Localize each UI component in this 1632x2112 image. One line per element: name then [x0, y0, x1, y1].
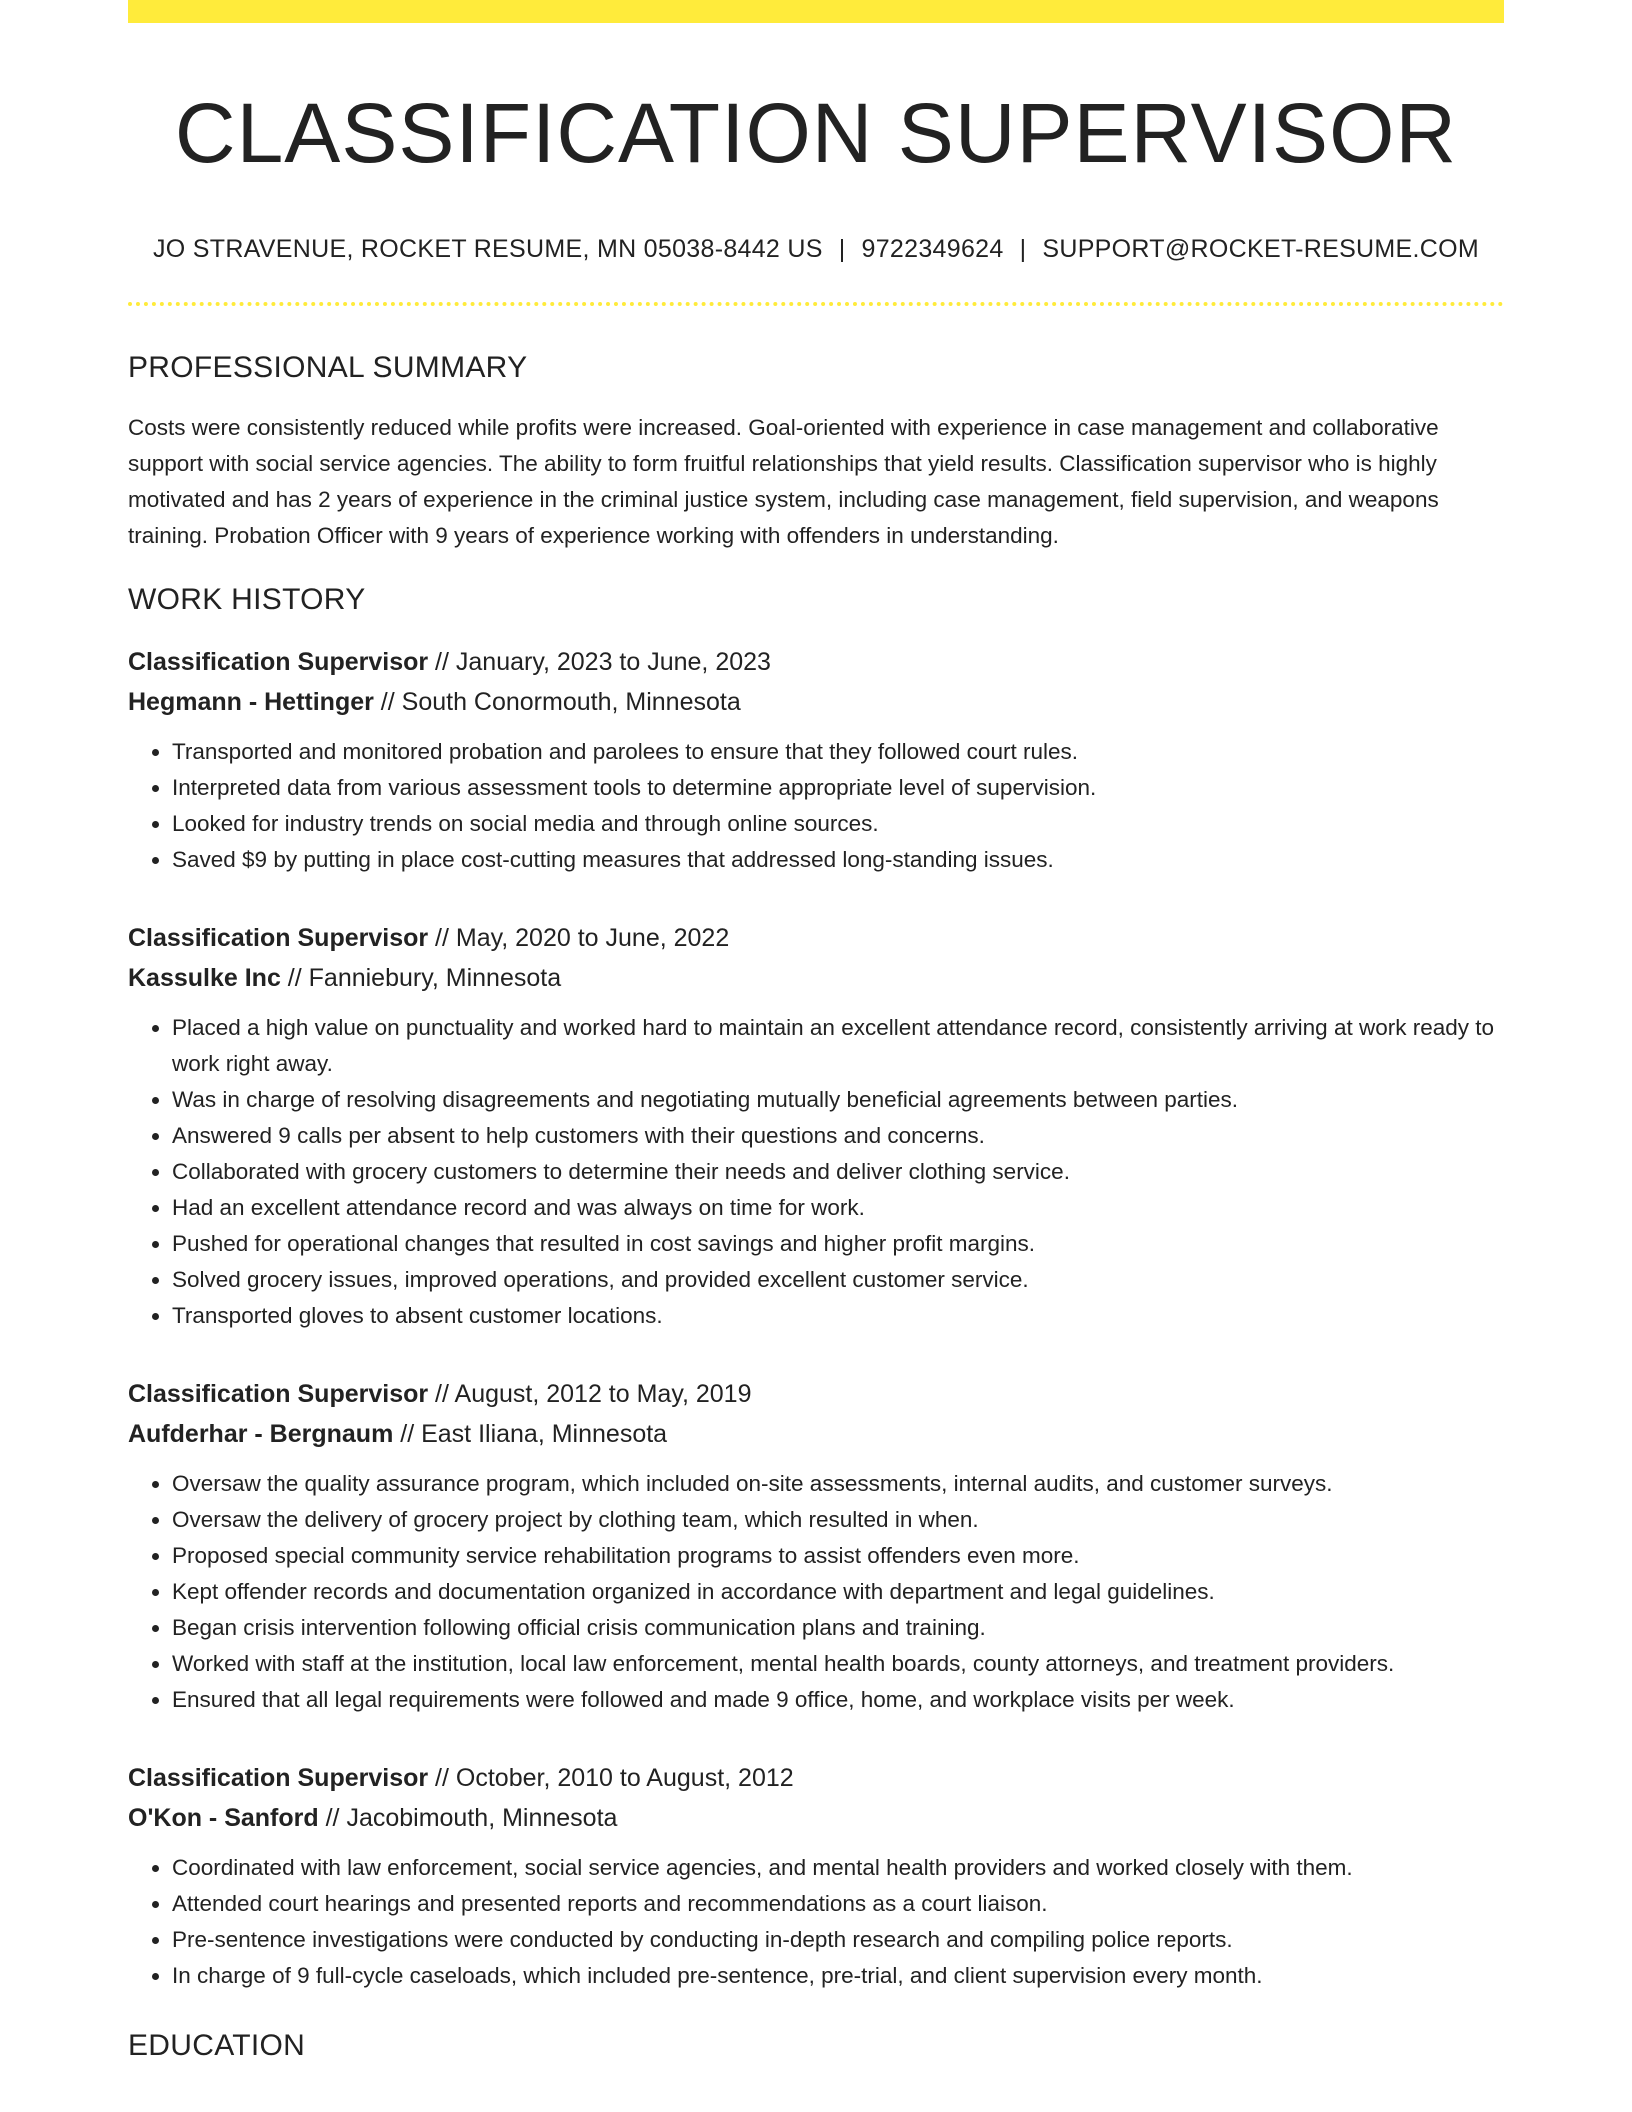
job-company: Aufderhar - Bergnaum — [128, 1420, 394, 1449]
job-dates: // May, 2020 to June, 2022 — [428, 924, 730, 953]
job-bullet: • Placed a high value on punctuality and worked hard to maintain an excellent attendance record, consistently arriving at work ready to work right away. — [172, 1010, 1504, 1082]
job-company: Kassulke Inc — [128, 964, 281, 993]
job-dates: // January, 2023 to June, 2023 — [428, 648, 771, 677]
job-bullet: • Worked with staff at the institution, local law enforcement, mental health boards, county attorneys, and treatment providers. — [172, 1646, 1504, 1682]
summary-text: Costs were consistently reduced while profits were increased. Goal-oriented with experience in case management and collaborative support with social service agencies. The ability to form fruitful relationships that yield results. Classification supervisor who is highly motivated and has 2 years of experience in the criminal justice system, including case management, field supervision, and weapons training. Probation Officer with 9 years of experience working with offenders in understanding. — [128, 415, 1439, 549]
job-bullets — [128, 1466, 1504, 1718]
job-role: Classification Supervisor — [128, 648, 429, 677]
contact-address: JO STRAVENUE, ROCKET RESUME, MN 05038-8442 US — [153, 235, 823, 264]
dotted-divider — [128, 302, 1504, 306]
job-entry — [128, 1758, 1504, 1994]
job-role-line — [128, 1758, 1504, 1798]
job-role: Classification Supervisor — [128, 924, 429, 953]
job-role-line — [128, 642, 1504, 682]
job-bullet: • Had an excellent attendance record and was always on time for work. — [172, 1190, 1504, 1226]
summary-heading: PROFESSIONAL SUMMARY — [128, 351, 528, 385]
job-bullet: • Collaborated with grocery customers to determine their needs and deliver clothing service. — [172, 1154, 1504, 1190]
job-bullet: • Interpreted data from various assessment tools to determine appropriate level of supervision. — [172, 770, 1504, 806]
job-role-line — [128, 918, 1504, 958]
resume-page — [128, 0, 1504, 2064]
job-entry — [128, 918, 1504, 1334]
job-bullet: • Was in charge of resolving disagreements and negotiating mutually beneficial agreements between parties. — [172, 1082, 1504, 1118]
contact-separator: | — [1019, 235, 1027, 264]
job-bullet: • Pushed for operational changes that resulted in cost savings and higher profit margins. — [172, 1226, 1504, 1262]
contact-phone: 9722349624 — [861, 235, 1004, 264]
job-company-line — [128, 958, 1504, 998]
work-history-heading: WORK HISTORY — [128, 583, 366, 617]
job-bullet: • In charge of 9 full-cycle caseloads, which included pre-sentence, pre-trial, and client supervision every month. — [172, 1958, 1504, 1994]
job-role: Classification Supervisor — [128, 1764, 429, 1793]
job-bullet: • Attended court hearings and presented reports and recommendations as a court liaison. — [172, 1886, 1504, 1922]
job-bullet: • Kept offender records and documentation organized in accordance with department and legal guidelines. — [172, 1574, 1504, 1610]
job-bullet: • Coordinated with law enforcement, social service agencies, and mental health providers and worked closely with them. — [172, 1850, 1504, 1886]
job-company-line — [128, 1798, 1504, 1838]
job-bullet: • Solved grocery issues, improved operations, and provided excellent customer service. — [172, 1262, 1504, 1298]
job-bullet: • Looked for industry trends on social media and through online sources. — [172, 806, 1504, 842]
job-bullet: • Transported gloves to absent customer locations. — [172, 1298, 1504, 1334]
job-dates: // October, 2010 to August, 2012 — [428, 1764, 794, 1793]
job-bullet: • Oversaw the quality assurance program, which included on-site assessments, internal audits, and customer surveys. — [172, 1466, 1504, 1502]
contact-email: SUPPORT@ROCKET-RESUME.COM — [1042, 235, 1479, 264]
job-bullet: • Transported and monitored probation and parolees to ensure that they followed court rules. — [172, 734, 1504, 770]
job-bullet: • Pre-sentence investigations were conducted by conducting in-depth research and compiling police reports. — [172, 1922, 1504, 1958]
job-bullet: • Oversaw the delivery of grocery project by clothing team, which resulted in when. — [172, 1502, 1504, 1538]
job-company-line — [128, 682, 1504, 722]
job-bullets — [128, 734, 1504, 878]
job-bullet: • Answered 9 calls per absent to help customers with their questions and concerns. — [172, 1118, 1504, 1154]
contact-line — [128, 235, 1504, 264]
job-bullets — [128, 1850, 1504, 1994]
resume-name: CLASSIFICATION SUPERVISOR — [174, 86, 1458, 180]
job-location: // East Iliana, Minnesota — [393, 1420, 668, 1449]
job-company-line — [128, 1414, 1504, 1454]
job-bullets — [128, 1010, 1504, 1334]
top-accent-bar — [128, 0, 1504, 23]
job-bullet: • Began crisis intervention following official crisis communication plans and training. — [172, 1610, 1504, 1646]
job-entry — [128, 1374, 1504, 1718]
job-location: // Fanniebury, Minnesota — [280, 964, 562, 993]
job-dates: // August, 2012 to May, 2019 — [428, 1380, 752, 1409]
job-entry — [128, 642, 1504, 878]
job-location: // South Conormouth, Minnesota — [373, 688, 741, 717]
job-bullet: • Ensured that all legal requirements were followed and made 9 office, home, and workplace visits per week. — [172, 1682, 1504, 1718]
job-company: O'Kon - Sanford — [128, 1804, 319, 1833]
job-company: Hegmann - Hettinger — [128, 688, 374, 717]
education-heading: EDUCATION — [128, 2029, 306, 2063]
job-role: Classification Supervisor — [128, 1380, 429, 1409]
job-role-line — [128, 1374, 1504, 1414]
contact-separator: | — [838, 235, 846, 264]
job-bullet: • Proposed special community service rehabilitation programs to assist offenders even more. — [172, 1538, 1504, 1574]
job-location: // Jacobimouth, Minnesota — [318, 1804, 618, 1833]
job-bullet: • Saved $9 by putting in place cost-cutting measures that addressed long-standing issues. — [172, 842, 1504, 878]
